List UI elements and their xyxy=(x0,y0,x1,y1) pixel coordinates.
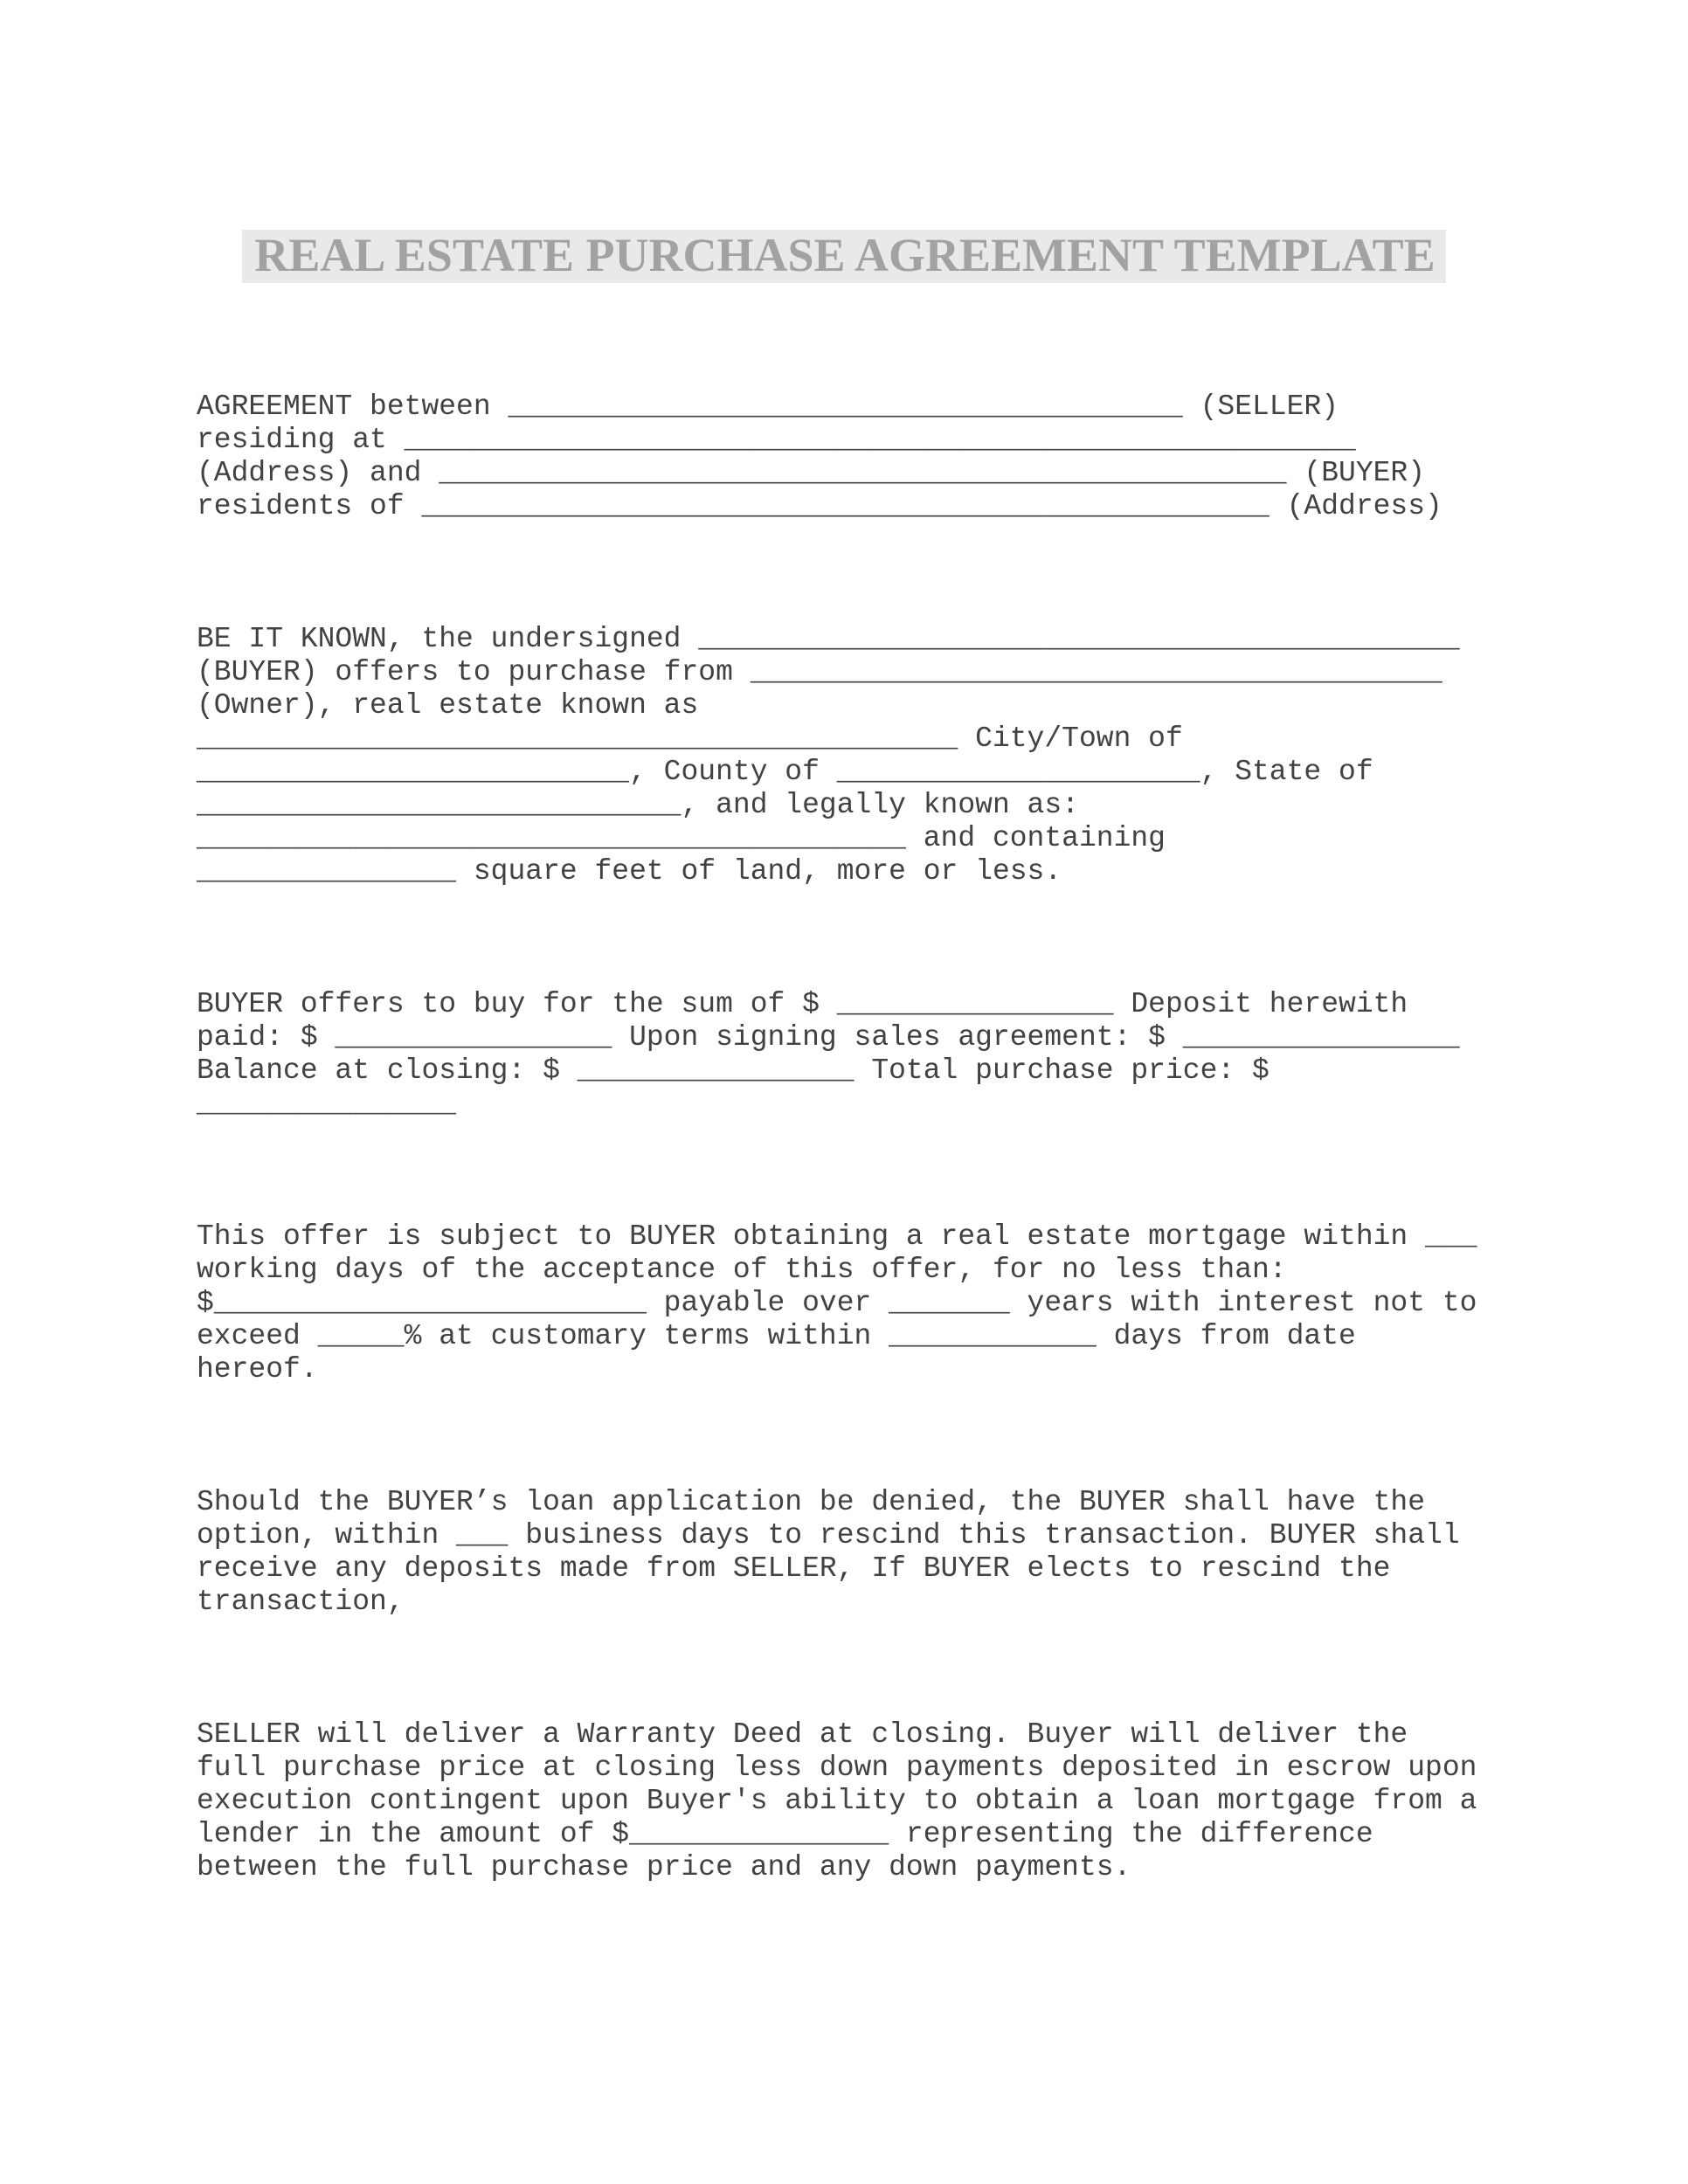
paragraph-loan-denial-rescission: Should the BUYER’s loan application be denied, the BUYER shall have the option, within ___ business days to rescind this transaction. BUYER shall receive any deposits made from SELLER, If BUYER elects to rescind the transaction, xyxy=(197,1486,1460,1618)
paragraph-warranty-deed-closing: SELLER will deliver a Warranty Deed at closing. Buyer will deliver the full purchase price at closing less down payments deposited in escrow upon execution contingent upon Buyer's ability to obtain a loan mortgage from a lender in the amount of $_______________ representing the difference between the full purchase price and any down payments. xyxy=(197,1718,1477,1883)
title-row xyxy=(0,230,1688,283)
paragraph-mortgage-contingency: This offer is subject to BUYER obtaining a real estate mortgage within ___ working days of the acceptance of this offer, for no less than: $_________________________ payable over _______ years with interest not to exceed _____% at customary terms within ____________ days from date hereof. xyxy=(197,1220,1477,1386)
document-title: REAL ESTATE PURCHASE AGREEMENT TEMPLATE xyxy=(242,230,1445,283)
paragraph-property-description: BE IT KNOWN, the undersigned ____________________________________________ (BUYER) offers to purchase from ________________________________________ (Owner), real estate known as ____________________________________________ City/Town of _________________________, County of _____________________, State of ____________________________, and legally known as: _________________________________________ and containing _______________ square feet of land, more or less. xyxy=(197,623,1460,888)
paragraph-agreement-parties: AGREEMENT between _______________________________________ (SELLER) residing at _______________________________________________________ (Address) and _________________________________________________ (BUYER) residents of _________________________________________________ (Address) xyxy=(197,390,1442,522)
paragraph-purchase-price: BUYER offers to buy for the sum of $ ________________ Deposit herewith paid: $ ________________ Upon signing sales agreement: $ ________________ Balance at closing: $ ________________ Total purchase price: $ _______________ xyxy=(197,988,1460,1120)
